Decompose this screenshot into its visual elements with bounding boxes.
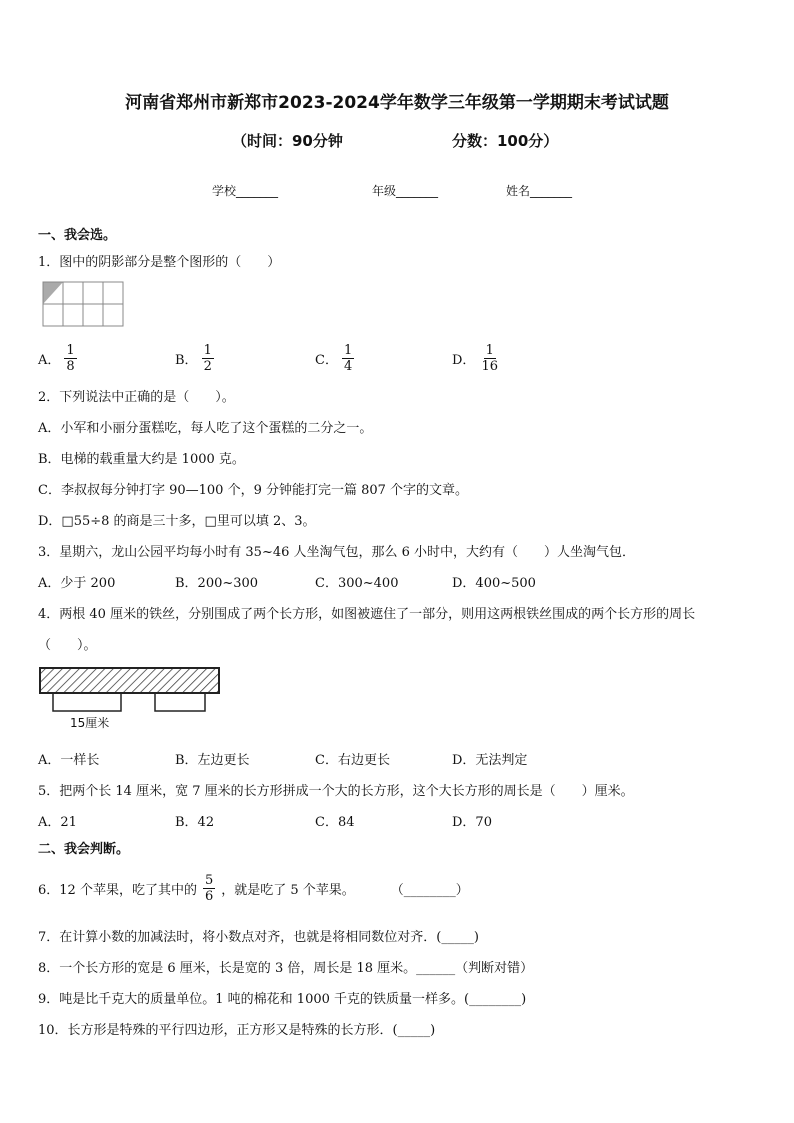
option-letter: D． [452, 352, 476, 368]
option-letter: B． [175, 352, 198, 368]
q3-option-c[interactable]: C．300~400 [315, 576, 399, 591]
q5-option-a[interactable]: A．21 [38, 815, 77, 830]
numerator: 1 [203, 342, 212, 358]
question-1-text: 1．图中的阴影部分是整个图形的（ ） [38, 255, 281, 270]
question-4-text: 4．两根 40 厘米的铁丝，分别围成了两个长方形，如图被遮住了一部分，则用这两根铁丝围成的两个长方形的周长 [38, 607, 696, 622]
question-6-text: 6．12 个苹果，吃了其中的 [38, 882, 197, 898]
q3-option-b[interactable]: B．200~300 [175, 576, 259, 591]
option-letter: C． [315, 352, 338, 368]
score-label: 分数：100分） [452, 132, 559, 150]
denominator: 6 [204, 888, 214, 904]
question-7-text: 7．在计算小数的加减法时，将小数点对齐，也就是将相同数位对齐．(_____) [38, 930, 479, 945]
q4-option-d[interactable]: D．无法判定 [452, 753, 528, 768]
fraction [342, 343, 354, 374]
q2-option-a[interactable]: A．小军和小丽分蛋糕吃，每人吃了这个蛋糕的二分之一。 [38, 421, 373, 436]
question-4-text-cont: （ ）。 [38, 638, 97, 653]
time-label: （时间：90分钟 [232, 132, 343, 150]
fraction [203, 873, 215, 904]
grade-field: 年级_______ [372, 184, 439, 198]
covered-rectangles-figure [39, 666, 221, 714]
page-title: 河南省郑州市新郑市2023-2024学年数学三年级第一学期期末考试试题 [125, 93, 669, 113]
grid-figure [42, 281, 124, 327]
fraction [64, 343, 76, 374]
q1-option-d[interactable] [452, 340, 500, 376]
fraction [479, 343, 500, 374]
q4-option-c[interactable]: C．右边更长 [315, 753, 390, 768]
q5-option-d[interactable]: D．70 [452, 815, 492, 830]
question-3-text: 3．星期六，龙山公园平均每小时有 35~46 人坐淘气包，那么 6 小时中，大约有（ ）人坐淘气包． [38, 545, 636, 560]
numerator: 1 [485, 342, 494, 358]
q1-option-c[interactable] [315, 340, 354, 376]
section-choice-heading: 一、我会选。 [38, 228, 117, 243]
question-9-text: 9．吨是比千克大的质量单位。1 吨的棉花和 1000 千克的铁质量一样多。(________) [38, 992, 527, 1007]
q3-option-d[interactable]: D．400~500 [452, 576, 536, 591]
question-10-text: 10．长方形是特殊的平行四边形，正方形又是特殊的长方形．(_____) [38, 1023, 436, 1038]
question-5-text: 5．把两个长 14 厘米，宽 7 厘米的长方形拼成一个大的长方形，这个大长方形的周长是（ ）厘米。 [38, 784, 634, 799]
q5-option-b[interactable]: B．42 [175, 815, 215, 830]
school-field: 学校_______ [212, 184, 279, 198]
numerator: 1 [66, 342, 75, 358]
question-6 [38, 868, 469, 908]
q5-option-c[interactable]: C．84 [315, 815, 355, 830]
question-8-text: 8．一个长方形的宽是 6 厘米，长是宽的 3 倍，周长是 18 厘米。______（判断对错） [38, 961, 534, 976]
answer-blank[interactable]: （________） [390, 882, 469, 898]
option-letter: A． [38, 352, 61, 368]
q4-option-b[interactable]: B．左边更长 [175, 753, 250, 768]
denominator: 4 [343, 358, 353, 374]
figure-length-label: 15厘米 [70, 716, 110, 730]
question-2-text: 2．下列说法中正确的是（ ）。 [38, 390, 235, 405]
denominator: 8 [66, 358, 75, 374]
q3-option-a[interactable]: A．少于 200 [38, 576, 116, 591]
q4-option-a[interactable]: A．一样长 [38, 753, 100, 768]
section-judge-heading: 二、我会判断。 [38, 842, 130, 857]
q2-option-c[interactable]: C．李叔叔每分钟打字 90—100 个，9 分钟能打完一篇 807 个字的文章。 [38, 483, 469, 498]
fraction [202, 343, 214, 374]
numerator: 5 [204, 872, 214, 888]
numerator: 1 [343, 342, 353, 358]
denominator: 16 [481, 358, 498, 374]
denominator: 2 [203, 358, 212, 374]
q1-option-b[interactable] [175, 340, 214, 376]
q2-option-b[interactable]: B．电梯的载重量大约是 1000 克。 [38, 452, 245, 467]
q2-option-d[interactable]: D．□55÷8 的商是三十多，□里可以填 2、3。 [38, 514, 316, 529]
name-field: 姓名_______ [506, 184, 573, 198]
q1-option-a[interactable] [38, 340, 77, 376]
question-6-text-end: ，就是吃了 5 个苹果。 [221, 882, 355, 898]
